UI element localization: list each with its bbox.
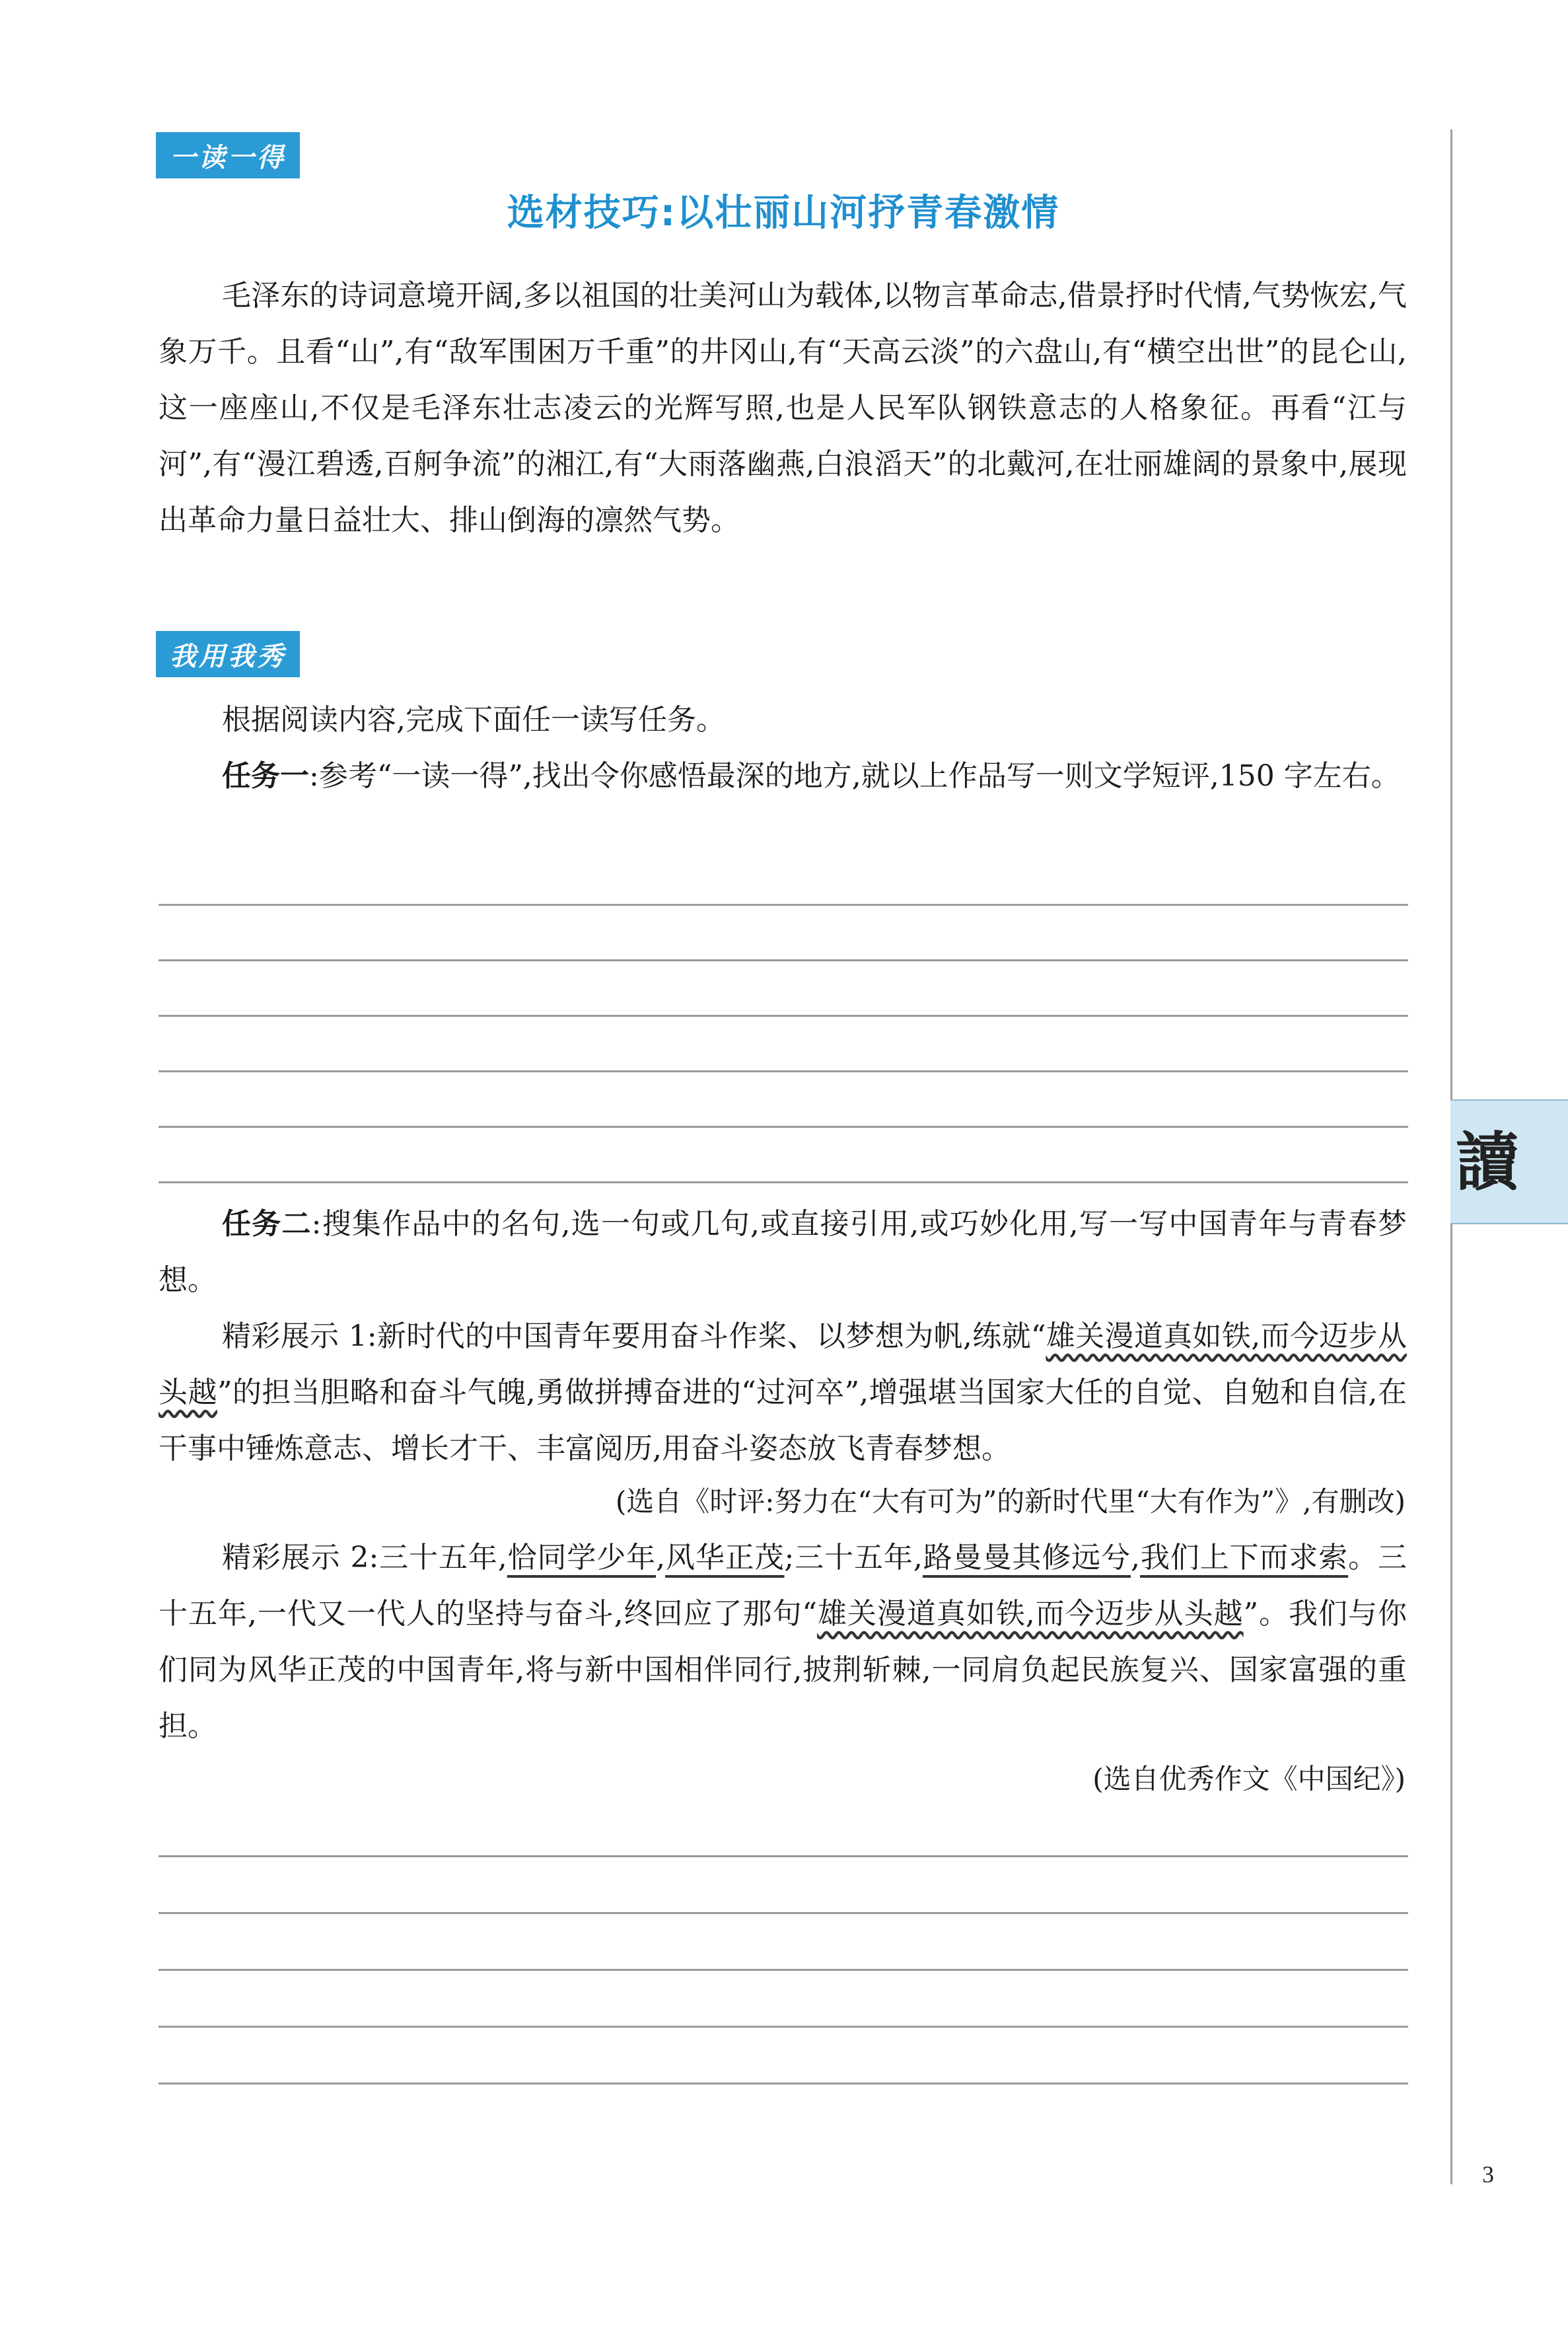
writing-line <box>159 1015 1408 1017</box>
example-two-lead: 精彩展示 2:三十五年, <box>222 1541 507 1574</box>
example-two-underline-3: 路曼曼其修远兮 <box>922 1541 1131 1574</box>
writing-line <box>159 1181 1408 1183</box>
example-two-sep: , <box>1130 1541 1140 1574</box>
section-label-use-text: 我用我秀 <box>170 641 286 672</box>
writing-line <box>159 959 1408 961</box>
example-one-source: (选自《时评:努力在“大有可为”的新时代里“大有作为”》,有删改) <box>615 1485 1406 1518</box>
writing-line <box>159 1126 1408 1128</box>
example-one <box>159 1308 1407 1477</box>
side-tab <box>1450 1099 1568 1224</box>
side-tab-glyph: 讀 <box>1456 1124 1519 1199</box>
writing-line <box>159 1969 1408 1971</box>
writing-line <box>159 2026 1408 2028</box>
writing-line <box>159 1855 1408 1857</box>
example-two-underline-4: 我们上下而求索 <box>1139 1541 1349 1574</box>
task-two <box>159 1196 1407 1308</box>
task-one-heading: 任务一 <box>222 759 309 793</box>
example-two-underline-1: 恰同学少年 <box>507 1541 657 1574</box>
writing-line <box>159 904 1408 906</box>
example-two <box>159 1530 1407 1754</box>
example-two-mid-2: 。三十五年,一代又一代人的坚持与奋斗,终回应了那句“ <box>159 1541 1408 1631</box>
example-one-lead: 精彩展示 1:新时代的中国青年要用奋斗作桨、以梦想为帆,练就“ <box>222 1319 1046 1353</box>
example-two-source: (选自优秀作文《中国纪》) <box>1092 1763 1406 1795</box>
writing-line <box>159 2083 1408 2085</box>
task-one <box>159 748 1407 804</box>
writing-line <box>159 1912 1408 1914</box>
section-label-read-text: 一读一得 <box>170 142 286 173</box>
example-two-rest: ”。我们与你们同为风华正茂的中国青年,将与新中国相伴同行,披荆斩棘,一同肩负起民族复兴、国家富强的重担。 <box>159 1597 1407 1743</box>
section-label-use <box>156 631 300 677</box>
example-one-quote: 雄关漫道真如铁,而今迈步从头越 <box>159 1319 1407 1409</box>
task-two-text: :搜集作品中的名句,选一句或几句,或直接引用,或巧妙化用,写一写中国青年与青春梦想。 <box>159 1207 1407 1297</box>
section-label-read <box>156 132 300 178</box>
example-one-rest: ”的担当胆略和奋斗气魄,勇做拼搏奋进的“过河卒”,增强堪当国家大任的自觉、自勉和自信,在干事中锤炼意志、增长才干、丰富阅历,用奋斗姿态放飞青春梦想。 <box>159 1376 1407 1465</box>
example-two-underline-2: 风华正茂 <box>665 1541 785 1574</box>
page-number: 3 <box>1482 2161 1494 2188</box>
writing-line <box>159 1070 1408 1072</box>
task-two-heading: 任务二 <box>222 1207 312 1241</box>
task-instruction: 根据阅读内容,完成下面任一读写任务。 <box>222 703 725 737</box>
example-two-mid-1: ;三十五年, <box>784 1541 923 1574</box>
page-title: 选材技巧:以壮丽山河抒青春激情 <box>507 192 1060 235</box>
task-one-text: :参考“一读一得”,找出令你感悟最深的地方,就以上作品写一则文学短评,150 字左右。 <box>309 759 1400 793</box>
intro-paragraph: 毛泽东的诗词意境开阔,多以祖国的壮美河山为载体,以物言革命志,借景抒时代情,气势恢宏,气象万千。且看“山”,有“敌军围困万千重”的井冈山,有“天高云淡”的六盘山,有“横空出世”的昆仑山,这一座座山,不仅是毛泽东壮志凌云的光辉写照,也是人民军队钢铁意志的人格象征。再看“江与河”,有“漫江碧透,百舸争流”的湘江,有“大雨落幽燕,白浪滔天”的北戴河,在壮丽雄阔的景象中,展现出革命力量日益壮大、排山倒海的凛然气势。 <box>159 279 1407 537</box>
example-two-quote: 雄关漫道真如铁,而今迈步从头越 <box>816 1597 1244 1631</box>
example-two-sep: , <box>656 1541 666 1574</box>
